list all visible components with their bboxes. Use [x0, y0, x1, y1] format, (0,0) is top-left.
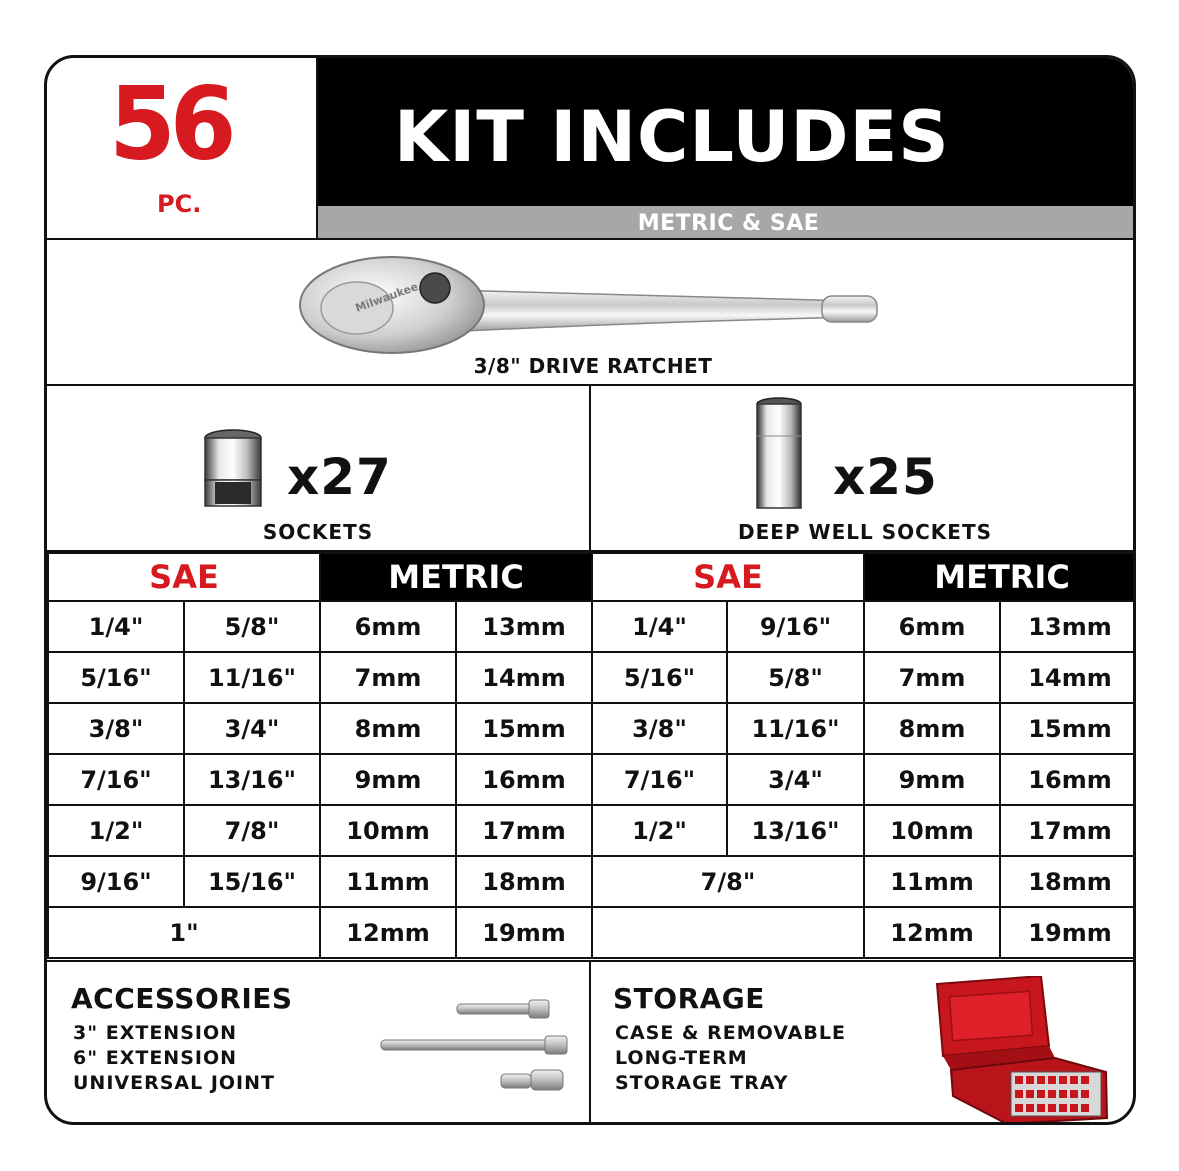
page-subtitle: METRIC & SAE: [637, 211, 820, 236]
table-cell: 16mm: [456, 754, 592, 805]
table-cell: 8mm: [864, 703, 1000, 754]
table-cell: 10mm: [320, 805, 456, 856]
ratchet-image: [297, 250, 887, 355]
table-cell: 6mm: [320, 601, 456, 652]
table-cell: 9mm: [864, 754, 1000, 805]
table-cell: 3/4": [727, 754, 864, 805]
table-row: [48, 652, 592, 703]
ratchet-brand-text: Milwaukee: [353, 280, 420, 315]
table-cell: 5/8": [727, 652, 864, 703]
table-cell: 3/8": [48, 703, 184, 754]
table-row: [48, 856, 592, 907]
table-cell: 8mm: [320, 703, 456, 754]
table-cell: 17mm: [1000, 805, 1136, 856]
table-cell: 13mm: [1000, 601, 1136, 652]
table-cell: 7mm: [864, 652, 1000, 703]
title-bar: [318, 58, 1136, 206]
ratchet-label: 3/8" DRIVE RATCHET: [473, 354, 713, 378]
table-cell: 15mm: [1000, 703, 1136, 754]
accessories-image: [377, 996, 577, 1096]
sockets-count: x27: [287, 448, 392, 506]
table-cell: 9/16": [48, 856, 184, 907]
table-row: [48, 805, 592, 856]
table-row: [48, 754, 592, 805]
table-cell: 1": [48, 907, 320, 958]
table-cell: 11mm: [864, 856, 1000, 907]
table-cell-empty: [592, 907, 864, 958]
table-cell: 3/4": [184, 703, 320, 754]
storage-title: STORAGE: [613, 982, 765, 1015]
piece-count: 56: [109, 65, 231, 183]
storage-line: CASE & REMOVABLE: [615, 1022, 846, 1044]
kit-card: [44, 55, 1136, 1125]
ratchet-section: [47, 240, 1136, 386]
table-cell: 15/16": [184, 856, 320, 907]
table-cell: 7mm: [320, 652, 456, 703]
accessories-section: [47, 960, 591, 1125]
table-cell: 13/16": [184, 754, 320, 805]
table-cell: 7/16": [48, 754, 184, 805]
storage-section: [591, 960, 1136, 1125]
table-cell: 13/16": [727, 805, 864, 856]
table-row: [592, 652, 1136, 703]
storage-line: LONG-TERM: [615, 1047, 748, 1069]
table-cell: 19mm: [1000, 907, 1136, 958]
table-cell: 11mm: [320, 856, 456, 907]
table-cell: 1/2": [592, 805, 727, 856]
table-row: [48, 601, 592, 652]
socket-icon: [201, 428, 265, 512]
table-cell: 7/8": [592, 856, 864, 907]
piece-count-unit: PC.: [157, 190, 202, 218]
table-cell: 15mm: [456, 703, 592, 754]
table-row: [592, 856, 1136, 907]
table-row: [592, 703, 1136, 754]
table-cell: 19mm: [456, 907, 592, 958]
deep-sockets-count: x25: [833, 448, 938, 506]
accessory-item: 6" EXTENSION: [73, 1047, 238, 1069]
deep-sockets-label: DEEP WELL SOCKETS: [737, 520, 992, 544]
table-cell: 5/16": [592, 652, 727, 703]
table-cell: 6mm: [864, 601, 1000, 652]
table-row: [592, 601, 1136, 652]
accessory-item: 3" EXTENSION: [73, 1022, 238, 1044]
accessory-item: UNIVERSAL JOINT: [73, 1072, 275, 1094]
storage-case-image: [931, 976, 1116, 1125]
storage-line: STORAGE TRAY: [615, 1072, 789, 1094]
sockets-table: [47, 552, 593, 959]
table-cell: 9/16": [727, 601, 864, 652]
accessories-title: ACCESSORIES: [71, 982, 293, 1015]
subtitle-bar: [318, 206, 1136, 240]
sae-header: SAE: [592, 553, 864, 601]
sae-header: SAE: [48, 553, 320, 601]
table-cell: 12mm: [864, 907, 1000, 958]
table-cell: 10mm: [864, 805, 1000, 856]
table-cell: 17mm: [456, 805, 592, 856]
metric-header: METRIC: [320, 553, 592, 601]
table-row: [592, 805, 1136, 856]
table-row: [592, 754, 1136, 805]
table-cell: 5/16": [48, 652, 184, 703]
table-cell: 5/8": [184, 601, 320, 652]
table-cell: 16mm: [1000, 754, 1136, 805]
table-cell: 1/4": [48, 601, 184, 652]
table-cell: 18mm: [456, 856, 592, 907]
table-cell: 1/2": [48, 805, 184, 856]
table-cell: 11/16": [184, 652, 320, 703]
table-cell: 7/8": [184, 805, 320, 856]
table-cell: 7/16": [592, 754, 727, 805]
table-row: [48, 703, 592, 754]
table-cell: 9mm: [320, 754, 456, 805]
table-row: [592, 907, 1136, 958]
deep-sockets-header: [591, 386, 1136, 552]
table-cell: 12mm: [320, 907, 456, 958]
sockets-label: SOCKETS: [262, 520, 374, 544]
deep-socket-icon: [753, 396, 805, 516]
page-title: KIT INCLUDES: [394, 96, 950, 178]
piece-count-box: [47, 58, 318, 240]
table-cell: 14mm: [1000, 652, 1136, 703]
table-cell: 3/8": [592, 703, 727, 754]
table-cell: 18mm: [1000, 856, 1136, 907]
table-cell: 11/16": [727, 703, 864, 754]
table-cell: 1/4": [592, 601, 727, 652]
table-cell: 14mm: [456, 652, 592, 703]
table-row: [48, 907, 592, 958]
table-cell: 13mm: [456, 601, 592, 652]
deep-sockets-table: [591, 552, 1136, 959]
sockets-header: [47, 386, 591, 552]
metric-header: METRIC: [864, 553, 1136, 601]
